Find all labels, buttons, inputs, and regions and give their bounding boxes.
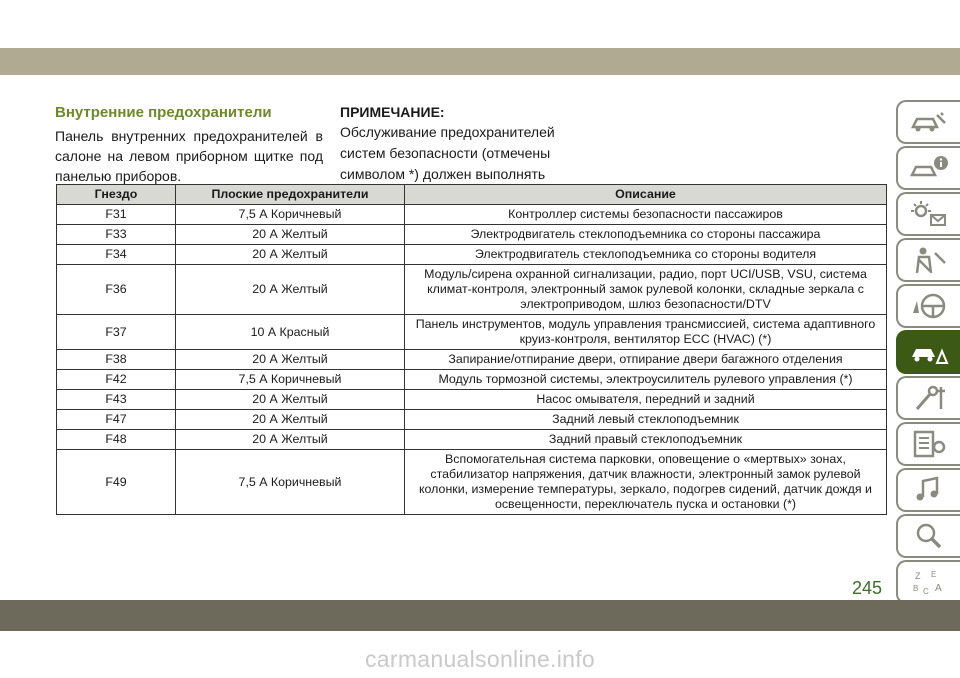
header-slot: Гнездо [57,185,176,205]
tab-service[interactable] [896,376,960,420]
description-cell: Модуль/сирена охранной сигнализации, радио, порт UCI/USB, VSU, система климат-контроля, электронный замок рулевой колонки, складные зеркала с электроприводом, шлюз безопасности/DTV [405,265,887,315]
header-band [0,48,960,75]
table-row [57,205,887,225]
tab-car-key[interactable] [896,100,960,144]
fuse-cell: 7,5 А Коричневый [176,370,405,390]
header-description: Описание [405,185,887,205]
note-title: ПРИМЕЧАНИЕ: [340,104,445,120]
fuse-cell: 7,5 А Коричневый [176,205,405,225]
slot-cell: F34 [57,245,176,265]
intro-text: Панель внутренних предохранителей в салоне на левом приборном щитке под панелью приборов. [55,128,323,184]
index-az-icon [909,567,949,597]
table-row [57,410,887,430]
fuse-cell: 20 А Желтый [176,225,405,245]
description-cell: Панель инструментов, модуль управления трансмиссией, система адаптивного круиз-контроля, вентилятор ECC (HVAC) (*) [405,315,887,350]
table-row [57,225,887,245]
fuse-cell: 20 А Желтый [176,265,405,315]
note-body: Обслуживание предохранителей систем безопасности (отмечены символом *) должен выполнять [340,124,555,182]
fuse-table [56,184,887,515]
description-cell: Насос омывателя, передний и задний [405,390,887,410]
tab-car-info[interactable] [896,146,960,190]
page-number: 245 [852,578,883,598]
svg-text:A: A [935,583,942,594]
table-row [57,390,887,410]
description-cell: Электродвигатель стеклоподъемника со стороны водителя [405,245,887,265]
wrench-service-icon [909,383,949,413]
fuse-cell: 7,5 А Коричневый [176,450,405,515]
description-cell: Модуль тормозной системы, электроусилитель рулевого управления (*) [405,370,887,390]
table-row [57,315,887,350]
search-icon [909,521,949,551]
table-header-row [57,185,887,205]
slot-cell: F43 [57,390,176,410]
car-info-icon [909,153,949,183]
description-cell: Запирание/отпирание двери, отпирание двери багажного отделения [405,350,887,370]
tab-seatbelt[interactable] [896,238,960,282]
slot-cell: F48 [57,430,176,450]
multimedia-icon [909,475,949,505]
description-cell: Контроллер системы безопасности пассажиров [405,205,887,225]
tab-warning-lights[interactable] [896,192,960,236]
slot-cell: F37 [57,315,176,350]
warning-lights-icon [909,199,949,229]
fuse-cell: 20 А Желтый [176,350,405,370]
fuse-cell: 20 А Желтый [176,410,405,430]
description-cell: Задний левый стеклоподъемник [405,410,887,430]
slot-cell: F31 [57,205,176,225]
description-cell: Электродвигатель стеклоподъемника со стороны пассажира [405,225,887,245]
fuse-cell: 20 А Желтый [176,390,405,410]
table-row [57,430,887,450]
table-row [57,450,887,515]
table-row [57,245,887,265]
watermark: carmanualsonline.info [364,646,596,672]
tab-search[interactable] [896,514,960,558]
tab-index[interactable] [896,560,960,604]
svg-text:E: E [931,570,937,579]
car-key-icon [909,107,949,137]
seatbelt-icon [909,245,949,275]
svg-text:C: C [923,587,929,596]
tab-steering[interactable] [896,284,960,328]
header-fuse: Плоские предохранители [176,185,405,205]
description-cell: Задний правый стеклоподъемник [405,430,887,450]
fuse-cell: 20 А Желтый [176,245,405,265]
tab-multimedia[interactable] [896,468,960,512]
slot-cell: F33 [57,225,176,245]
specifications-icon [909,429,949,459]
roadside-emergency-icon [909,337,949,367]
section-title: Внутренние предохранители [55,104,272,121]
slot-cell: F42 [57,370,176,390]
slot-cell: F36 [57,265,176,315]
svg-text:Z: Z [915,571,921,581]
slot-cell: F49 [57,450,176,515]
steering-wheel-icon [909,291,949,321]
tab-specifications[interactable] [896,422,960,466]
footer-band [0,600,960,631]
svg-text:B: B [913,584,919,593]
description-cell: Вспомогательная система парковки, оповещение о «мертвых» зонах, стабилизатор напряжения, датчик влажности, электронный замок рулевой колонки, измерение температуры, зеркало, подогрев сидений, датчик дождя и освещенности, переключатель пуска и остановки (*) [405,450,887,515]
top-margin [0,0,960,48]
tab-roadside-emergency[interactable] [896,330,960,374]
table-row [57,370,887,390]
table-row [57,350,887,370]
slot-cell: F38 [57,350,176,370]
fuse-cell: 20 А Желтый [176,430,405,450]
table-row [57,265,887,315]
fuse-cell: 10 А Красный [176,315,405,350]
slot-cell: F47 [57,410,176,430]
